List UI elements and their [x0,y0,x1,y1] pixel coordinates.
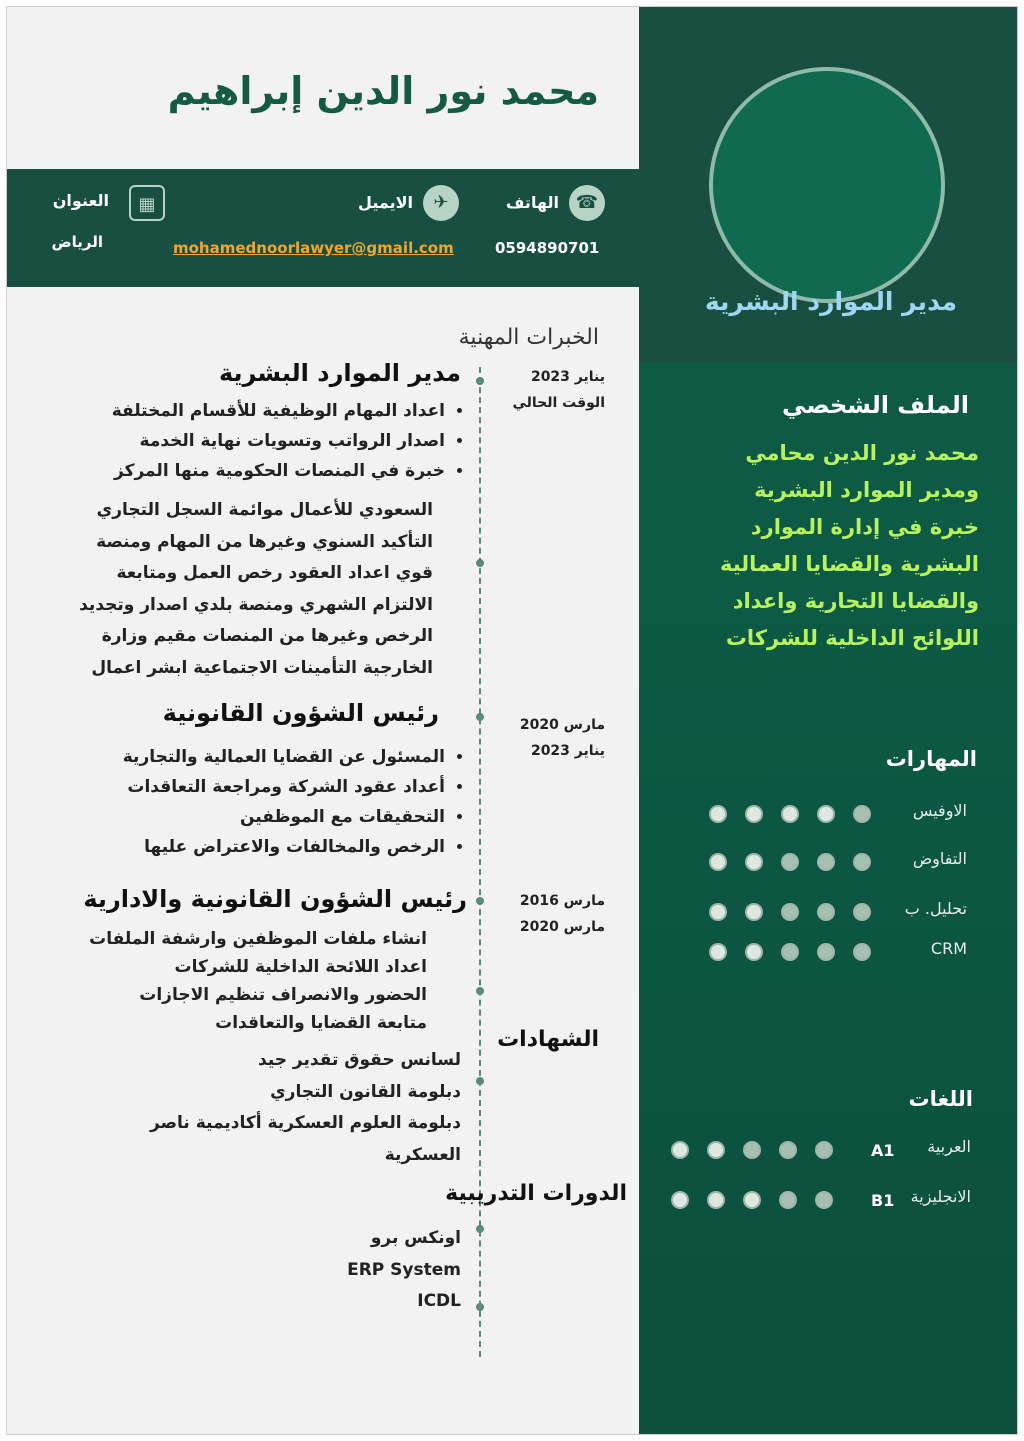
profile-section-title: الملف الشخصي [782,391,969,419]
contact-bar [7,169,639,287]
skill-rating-dot [853,853,871,871]
courses-section-title: الدورات التدريبية [445,1181,627,1206]
language-rating-dot [779,1141,797,1159]
text-line: ICDL [417,1291,461,1311]
job2-title: رئيس الشؤون القانونية [162,699,439,727]
skill-rating-dot [781,943,799,961]
text-line: اللوائح الداخلية للشركات [725,626,979,650]
text-line: دبلومة القانون التجاري [270,1081,461,1102]
language-rating-dot [743,1141,761,1159]
job3-title: رئيس الشؤون القانونية والادارية [83,885,467,913]
timeline-dot [476,1303,484,1311]
language-rating-dot [815,1141,833,1159]
skill-rating-dot [709,805,727,823]
email-link[interactable]: mohamednoorlawyer@gmail.com [173,239,454,257]
address-value: الرياض [51,233,103,251]
text-line: انشاء ملفات الموظفين وارشفة الملفات [89,929,427,949]
list-item: • خبرة في المنصات الحكومية منها المركز [47,461,445,481]
skill-rating-dot [817,943,835,961]
job2-date-from: مارس 2020 [519,717,605,733]
text-line: دبلومة العلوم العسكرية أكاديمية ناصر [150,1113,461,1133]
text-line: البشرية والقضايا العمالية [719,552,979,576]
text-line: التأكيد السنوي وغيرها من المهام ومنصة [96,531,433,552]
skill-label: تحليل. ب [904,899,967,918]
certificates-section-title: الشهادات [497,1027,599,1052]
skill-rating-dot [745,853,763,871]
language-label: العربية [927,1137,971,1156]
job1-date-to: الوقت الحالي [512,395,605,411]
skill-rating-dot [853,903,871,921]
skill-rating-dot [709,943,727,961]
job1-continuation [27,495,433,684]
experience-section-title: الخبرات المهنية [458,325,599,350]
phone-value[interactable]: 0594890701 [495,239,600,257]
skill-rating-dot [781,853,799,871]
timeline-dot [476,987,484,995]
language-rating-dot [707,1191,725,1209]
skill-label: التفاوض [912,849,967,868]
email-label: الايميل [358,193,413,212]
certificates-list [77,1045,461,1171]
timeline-dot [476,377,484,385]
list-item: • التحقيقات مع الموظفين [47,807,445,827]
text-line: اونكس برو [370,1228,461,1248]
list-item: • المسئول عن القضايا العمالية والتجارية [47,747,445,767]
language-level: B1 [871,1191,895,1210]
profile-summary [687,435,979,657]
text-line: الخارجية التأمينات الاجتماعية ابشر اعمال [91,657,433,678]
skill-rating-dot [709,903,727,921]
skill-row [707,939,977,969]
job2-date-to: يناير 2023 [530,743,605,759]
address-label: العنوان [52,191,109,210]
language-rating-dot [815,1191,833,1209]
skill-label: CRM [930,939,967,958]
skill-row [707,801,977,831]
job3-date-to: مارس 2020 [519,919,605,935]
text-line: محمد نور الدين محامي [745,441,979,465]
text-line: اعداد اللائحة الداخلية للشركات [174,957,427,977]
job-title: مدير الموارد البشرية [704,287,957,316]
skill-row [707,899,977,929]
skill-rating-dot [745,805,763,823]
language-level: A1 [871,1141,895,1160]
job3-date-from: مارس 2016 [519,893,605,909]
phone-icon: ☎ [569,185,605,221]
skill-rating-dot [709,853,727,871]
phone-label: الهاتف [505,193,559,212]
text-line: قوي اعداد العقود رخص العمل ومتابعة [116,563,433,583]
timeline-dot [476,713,484,721]
job3-lines [47,925,427,1037]
language-row [667,1187,977,1217]
job1-title: مدير الموارد البشرية [218,359,461,387]
timeline-dot [476,1225,484,1233]
text-line: العسكرية [384,1144,461,1165]
job1-date-from: يناير 2023 [530,369,605,385]
skill-rating-dot [853,943,871,961]
text-line: والقضايا التجارية واعداد [732,589,979,613]
text-line: ERP System [347,1259,461,1280]
languages-section-title: اللغات [908,1087,973,1111]
timeline-dot [476,1077,484,1085]
skill-rating-dot [745,903,763,921]
language-rating-dot [743,1191,761,1209]
language-rating-dot [671,1191,689,1209]
list-item: • اعداد المهام الوظيفية للأقسام المختلفة [47,401,445,421]
language-label: الانجليزية [910,1187,971,1206]
profile-photo-placeholder [709,67,945,303]
language-rating-dot [707,1141,725,1159]
courses-list [247,1223,461,1318]
text-line: الالتزام الشهري ومنصة بلدي اصدار وتجديد [79,594,433,615]
skill-label: الاوفيس [912,801,967,820]
list-item: • اصدار الرواتب وتسويات نهاية الخدمة [47,431,445,451]
language-rating-dot [671,1141,689,1159]
job1-bullets [47,401,467,491]
list-item: • الرخص والمخالفات والاعتراض عليها [47,837,445,857]
skill-rating-dot [781,903,799,921]
job2-bullets [47,747,467,867]
text-line: الرخص وغيرها من المنصات مقيم وزارة [101,626,433,646]
text-line: ومدير الموارد البشرية [754,478,979,502]
candidate-name: محمد نور الدين إبراهيم [167,69,599,113]
skills-section-title: المهارات [885,747,977,771]
skill-rating-dot [817,805,835,823]
skill-rating-dot [781,805,799,823]
send-icon: ✈ [423,185,459,221]
resume-page [6,6,1018,1435]
language-row [667,1137,977,1167]
timeline-dot [476,897,484,905]
skill-rating-dot [853,805,871,823]
skill-rating-dot [817,903,835,921]
text-line: متابعة القضايا والتعاقدات [215,1013,427,1033]
map-icon: ▦ [129,185,165,221]
text-line: الحضور والانصراف تنظيم الاجازات [139,985,427,1005]
list-item: • أعداد عقود الشركة ومراجعة التعاقدات [47,777,445,797]
text-line: لسانس حقوق تقدير جيد [258,1050,461,1070]
skill-rating-dot [745,943,763,961]
language-rating-dot [779,1191,797,1209]
timeline-dot [476,559,484,567]
timeline-line [479,367,481,1357]
text-line: خبرة في إدارة الموارد [750,515,979,539]
text-line: السعودي للأعمال موائمة السجل التجاري [96,500,433,520]
skill-rating-dot [817,853,835,871]
skill-row [707,849,977,879]
